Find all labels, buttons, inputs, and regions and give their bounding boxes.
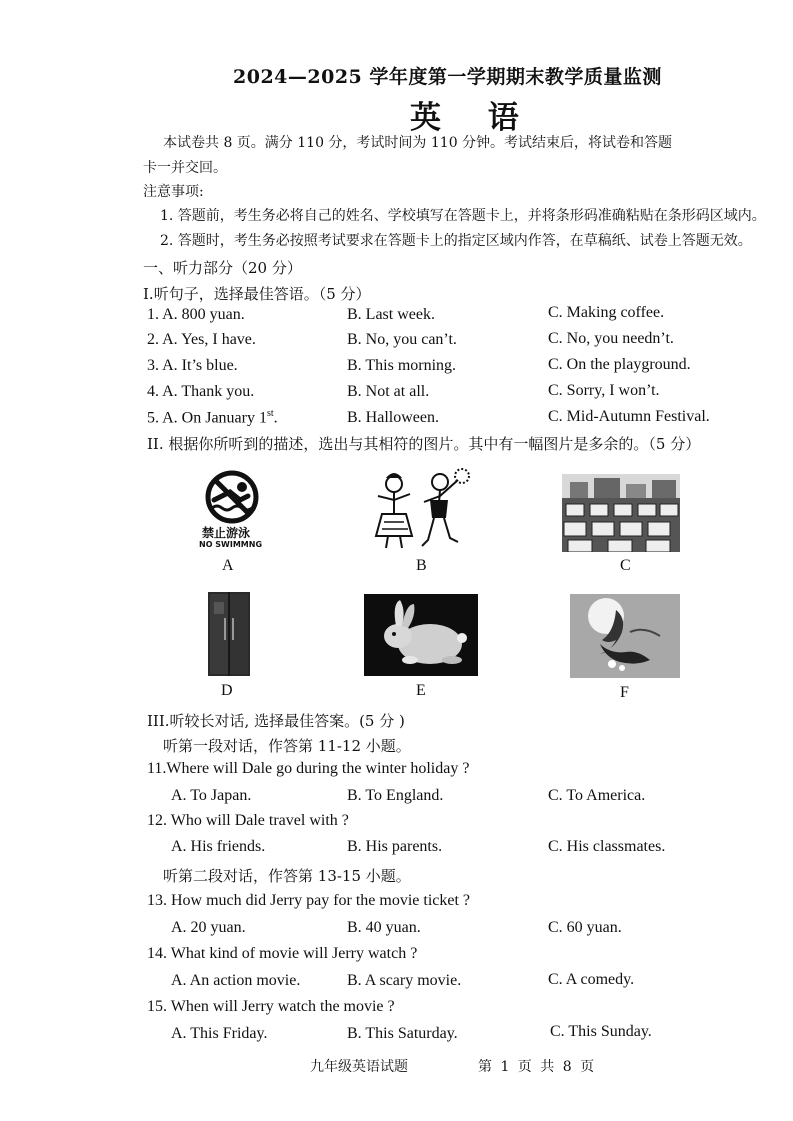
picture-b-dancing-people [364,466,470,552]
picture-d-refrigerator [208,592,250,676]
q13-option-b: B. 40 yuan. [347,919,421,936]
note-item-1: 1. 答题前，考生务必将自己的姓名、学校填写在答题卡上，并将条形码准确粘贴在条形码区域内。 [160,208,766,224]
q15-option-b: B. This Saturday. [347,1025,458,1042]
q15-option-a: A. This Friday. [171,1025,268,1042]
picture-label-e: E [416,682,426,699]
part1-heading: 一、听力部分（20 分） [143,259,302,277]
q5-option-a: 5. A. On January 1st. [147,408,278,427]
q11-option-c: C. To America. [548,787,646,804]
refrigerator-image [208,592,250,676]
q5-option-c: C. Mid-Autumn Festival. [548,408,710,425]
q2-option-b: B. No, you can’t. [347,331,457,348]
sec1-heading: I.听句子，选择最佳答语。（5 分） [143,285,371,303]
q2-option-c: C. No, you needn’t. [548,330,674,347]
traffic-jam-image [562,474,680,552]
q14-text: 14. What kind of movie will Jerry watch ? [147,945,418,962]
footer-page-number: 第 1 页 共 8 页 [478,1059,595,1075]
dialog1-instruction: 听第一段对话，作答第 11-12 小题。 [163,737,411,755]
q4-option-b: B. Not at all. [347,383,430,400]
q11-text: 11.Where will Dale go during the winter holiday ? [147,760,470,777]
q13-text: 13. How much did Jerry pay for the movie ticket ? [147,892,471,909]
q14-option-a: A. An action movie. [171,972,301,989]
q15-text: 15. When will Jerry watch the movie ? [147,998,395,1015]
picture-label-d: D [221,682,233,699]
q11-option-b: B. To England. [347,787,444,804]
intro-line-2: 卡一并交回。 [143,160,227,176]
picture-a-no-swimming-sign [196,470,268,552]
intro-line-1: 本试卷共 8 页。满分 110 分，考试时间为 110 分钟。考试结束后，将试卷和答题 [163,135,673,151]
picture-label-b: B [416,557,427,574]
dialog2-instruction: 听第二段对话，作答第 13-15 小题。 [163,867,411,885]
dancing-people-image [364,466,470,552]
picture-e-rabbit [364,594,478,676]
picture-f-change-moon [570,594,680,678]
q12-option-c: C. His classmates. [548,838,666,855]
q14-option-c: C. A comedy. [548,971,635,988]
q1-option-b: B. Last week. [347,306,435,323]
q13-option-a: A. 20 yuan. [171,919,246,936]
q3-option-a: 3. A. It’s blue. [147,357,238,374]
q14-option-b: B. A scary movie. [347,972,462,989]
q12-text: 12. Who will Dale travel with ? [147,812,349,829]
q1-option-a: 1. A. 800 yuan. [147,306,245,323]
q3-option-c: C. On the playground. [548,356,691,373]
footer-exam-name: 九年级英语试题 [310,1059,408,1075]
moon-goddess-image [570,594,680,678]
sign-text-en: NO SWIMMNG [199,540,263,549]
q1-option-c: C. Making coffee. [548,304,665,321]
sec3-heading: III.听较长对话, 选择最佳答案。(5 分 ) [147,712,405,730]
note-item-2: 2. 答题时，考生务必按照考试要求在答题卡上的指定区域内作答，在草稿纸、试卷上答题无效。 [160,233,752,249]
q12-option-b: B. His parents. [347,838,443,855]
sec2-heading: II. 根据你所听到的描述，选出与其相符的图片。其中有一幅图片是多余的。（5 分） [147,435,701,453]
notes-heading: 注意事项: [143,184,204,200]
rabbit-image [364,594,478,676]
picture-label-c: C [620,557,631,574]
q13-option-c: C. 60 yuan. [548,919,622,936]
q5-option-b: B. Halloween. [347,409,439,426]
picture-label-a: A [222,557,234,574]
q3-option-b: B. This morning. [347,357,457,374]
q15-option-c: C. This Sunday. [550,1023,652,1040]
q4-option-a: 4. A. Thank you. [147,383,255,400]
exam-title: 2024—2025 学年度第一学期期末教学质量监测 [233,66,662,88]
q11-option-a: A. To Japan. [171,787,252,804]
sign-text-cn: 禁止游泳 [202,526,251,540]
picture-c-traffic-jam [562,474,680,552]
q12-option-a: A. His friends. [171,838,266,855]
picture-label-f: F [620,684,629,701]
q2-option-a: 2. A. Yes, I have. [147,331,256,348]
subject-title: 英 语 [410,100,537,136]
q4-option-c: C. Sorry, I won’t. [548,382,660,399]
